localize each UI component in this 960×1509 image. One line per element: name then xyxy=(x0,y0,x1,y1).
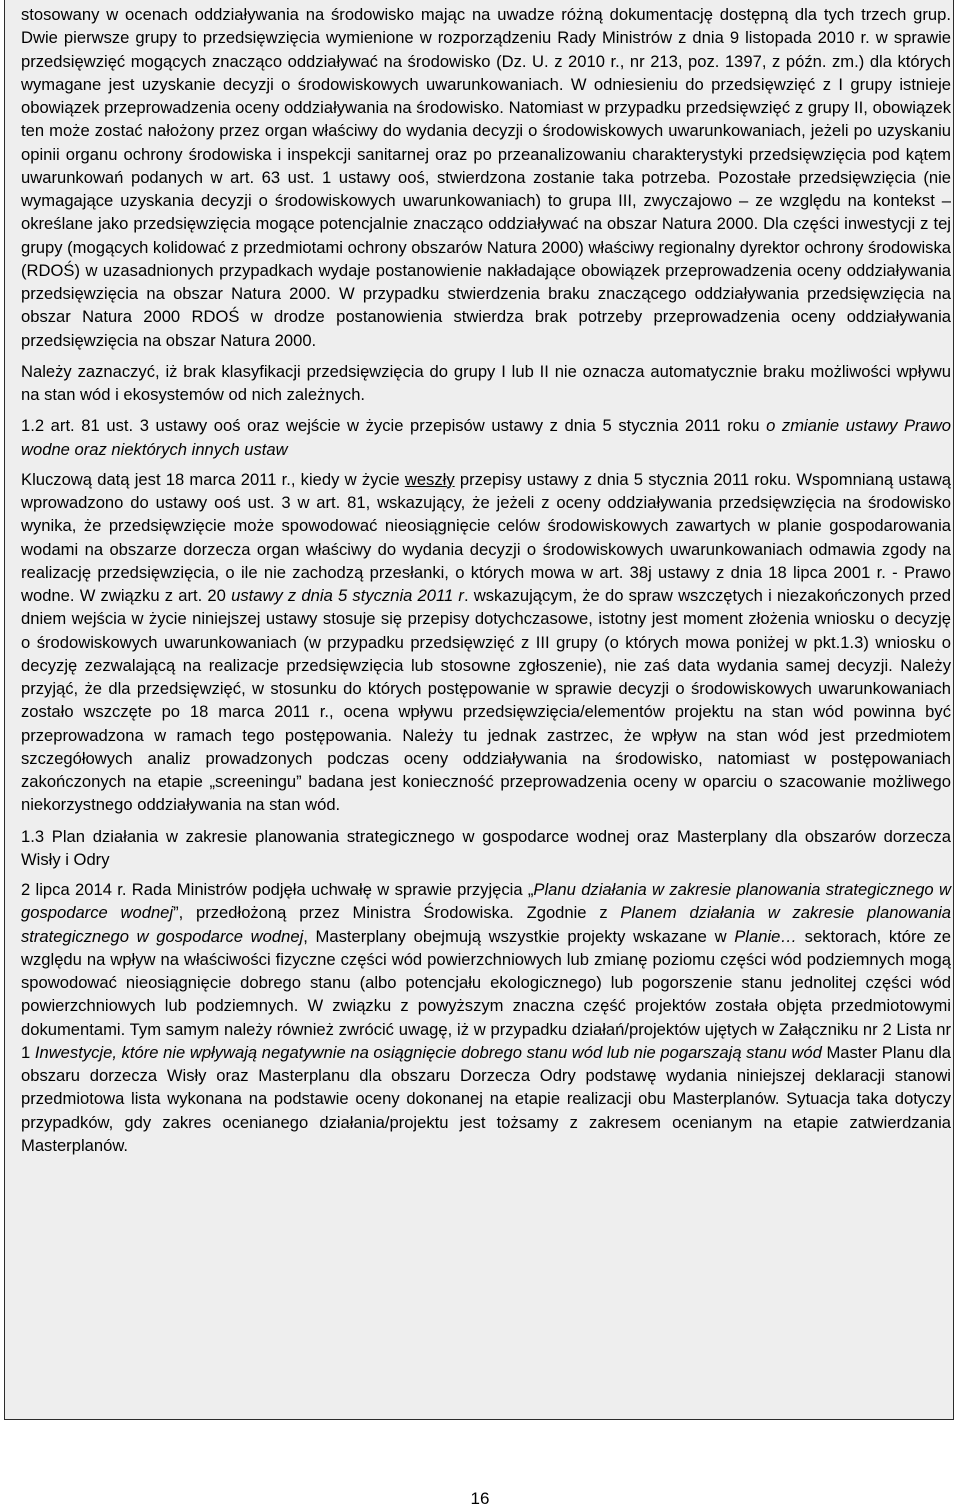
section-number: 1.2 xyxy=(21,416,45,436)
italic-citation: Planem działania w zakresie planowania strategicznego w gospodarce wodnej xyxy=(21,903,952,946)
section-heading-1-2 xyxy=(21,414,951,461)
paragraph-text: sektorach, które ze względu na wpływ na właściwości fizyczne części wód powierzchniowych lub zmianę poziomu części wód podziemnych mogą spowodować nieosiągnięcie dobrego stanu (albo potencjału ekologicznego) lub pogorszenie stanu jednolitej części wód powierzchniowych lub podziemnych. W związku z powyższym znaczna część projektów została objęta przedmiotowymi dokumentami. Tym samym należy również zwrócić uwagę, iż w przypadku działań/projektów ujętych w Załączniku nr 2 Lista nr 1 xyxy=(21,926,951,1062)
section-number: 1.3 xyxy=(21,826,45,846)
section-heading-1-3 xyxy=(21,825,951,872)
paragraph-masterplan xyxy=(21,878,951,1157)
paragraph-note xyxy=(21,360,951,407)
paragraph-text: , Masterplany obejmują wszystkie projekty wskazane w xyxy=(303,926,735,946)
paragraph-text: Kluczową datą jest 18 marca 2011 r., kiedy w życie xyxy=(21,469,405,489)
italic-citation: Planie… xyxy=(734,926,797,946)
paragraph-text: przepisy ustawy z dnia 5 stycznia 2011 roku. Wspomnianą ustawą wprowadzono do ustawy ooś ust. 3 w art. 81, wskazujący, że jeżeli z oceny oddziaływania przedsięwzięcia na środowisko wynika, że przedsięwzięcie może spowodować nieosiągnięcie celów środowiskowych zawartych w planie gospodarowania wodami na obszarze dorzecza organ właściwy do wydania decyzji o środowiskowych uwarunkowaniach odmawia zgody na realizację przedsięwzięcia, o ile nie zachodzą przesłanki, o których mowa w art. 38j ustawy z dnia 18 lipca 2001 r. - Prawo wodne. W związku z art. 20 xyxy=(21,469,951,605)
paragraph-text: 2 lipca 2014 r. Rada Ministrów podjęła uchwałę w sprawie przyjęcia „ xyxy=(21,880,534,899)
italic-citation: ustawy z dnia 5 stycznia 2011 r xyxy=(231,586,464,605)
paragraph-groups-text: stosowany w ocenach oddziaływania na środowisko mając na uwadze różną dokumentację dostępną dla tych trzech grup. Dwie pierwsze grupy to przedsięwzięcia wymienione w rozporządzeniu Rady Ministrów z dnia 9 listopada 2010 r. w sprawie przedsięwzięć mogących znacząco oddziaływać na środowisko (Dz. U. z 2010 r., nr 213, poz. 1397, z późn. zm.) dla których wymagane jest uzyskanie decyzji o środowiskowych uwarunkowaniach. W odniesieniu do przedsięwzięć z I grupy istnieje obowiązek przeprowadzenia oceny oddziaływania na środowisko. Natomiast w przypadku przedsięwzięć z grupy II, obowiązek ten może zostać nałożony przez organ właściwy do wydania decyzji o środowiskowych uwarunkowaniach, jeżeli po uzyskaniu opinii organu ochrony środowiska i inspekcji sanitarnej oraz po przeanalizowaniu charakterystyki przedsięwzięcia pod kątem uwarunkowań podanych w art. 63 ust. 1 ustawy ooś, stwierdzona zostanie taka potrzeba. Pozostałe przedsięwzięcia (nie wymagające uzyskania decyzji o środowiskowych uwarunkowaniach) to grupa III, zwyczajowo – ze względu na kontekst – określane jako przedsięwzięcia mogące potencjalnie znacząco oddziaływać na obszar Natura 2000. Dla części inwestycji z tej grupy (mogących kolidować z przedmiotami ochrony obszarów Natura 2000) właściwy regionalny dyrektor ochrony środowiska (RDOŚ) w uzasadnionych przypadkach wydaje postanowienie nakładające obowiązek przeprowadzenia oceny oddziaływania przedsięwzięcia na obszar Natura 2000. W przypadku stwierdzenia braku znaczącego oddziaływania przedsięwzięcia na obszar Natura 2000 RDOŚ w drodze postanowienia stwierdza brak potrzeby przeprowadzenia oceny oddziaływania przedsięwzięcia na obszar Natura 2000. xyxy=(21,5,951,350)
paragraph-text: . wskazującym, że do spraw wszczętych i niezakończonych przed dniem wejścia w życie niniejszej ustawy stosuje się przepisy dotychczasowe, istotny jest moment złożenia wniosku o decyzję o środowiskowych uwarunkowaniach (w przypadku przedsięwzięć z III grupy (o których mowa poniżej w pkt.1.3) wniosku o decyzję zezwalającą na realizacje przedsięwzięcia lub stosowne zgłoszenie), nie zaś data wydania samej decyzji. Należy przyjąć, że dla przedsięwzięć, w stosunku do których postępowanie w sprawie decyzji o środowiskowych uwarunkowaniach zostało wszczęte po 18 marca 2011 r., ocena wpływu przedsięwzięcia/elementów projektu na stan wód powinna być przeprowadzona w ramach tego postępowania. Należy tu jednak zastrzec, że wpływ na stan wód jest przedmiotem szczegółowych analiz prowadzonych podczas oceny oddziaływania na środowisko, natomiast w postępowaniach zakończonych na etapie „screeningu” badana jest konieczność przeprowadzenia oceny w oparciu o szacowanie możliwego niekorzystnego oddziaływania na stan wód. xyxy=(21,586,951,815)
section-heading-italic: o zmianie ustawy Prawo wodne oraz niektórych innych ustaw xyxy=(21,416,952,459)
text-frame xyxy=(4,0,954,1420)
page-number: 16 xyxy=(470,1489,490,1508)
section-heading-text: Plan działania w zakresie planowania strategicznego w gospodarce wodnej oraz Masterplany dla obszarów dorzecza Wisły i Odry xyxy=(21,826,951,869)
underlined-word: weszły xyxy=(404,469,455,489)
section-heading-text: art. 81 ust. 3 ustawy ooś oraz wejście w życie przepisów ustawy z dnia 5 stycznia 2011 roku xyxy=(44,416,767,436)
italic-citation: Inwestycje, które nie wpływają negatywnie na osiągnięcie dobrego stanu wód lub nie pogarszają stanu wód xyxy=(34,1042,822,1062)
document-body xyxy=(21,3,951,1165)
paragraph-text: ”, przedłożoną przez Ministra Środowiska. Zgodnie z xyxy=(173,903,621,923)
italic-citation: Planu działania w zakresie planowania strategicznego w gospodarce wodnej xyxy=(21,880,951,923)
paragraph-groups xyxy=(21,3,951,352)
paragraph-note-text: Należy zaznaczyć, iż brak klasyfikacji przedsięwzięcia do grupy I lub II nie oznacza automatycznie braku możliwości wpływu na stan wód i ekosystemów od nich zależnych. xyxy=(21,361,951,404)
paragraph-key-date xyxy=(21,468,951,817)
paragraph-text: Master Planu dla obszaru dorzecza Wisły oraz Masterplanu dla obszaru Dorzecza Odry podstawę wydania niniejszej deklaracji stanowi przedmiotowa lista wykonana na podstawie oceny dokonanej na etapie realizacji obu Masterplanów. Sytuacja taka dotyczy przypadków, gdy zakres ocenianego działania/projektu jest tożsamy z zakresem ocenianym na etapie zatwierdzania Masterplanów. xyxy=(21,1042,952,1155)
